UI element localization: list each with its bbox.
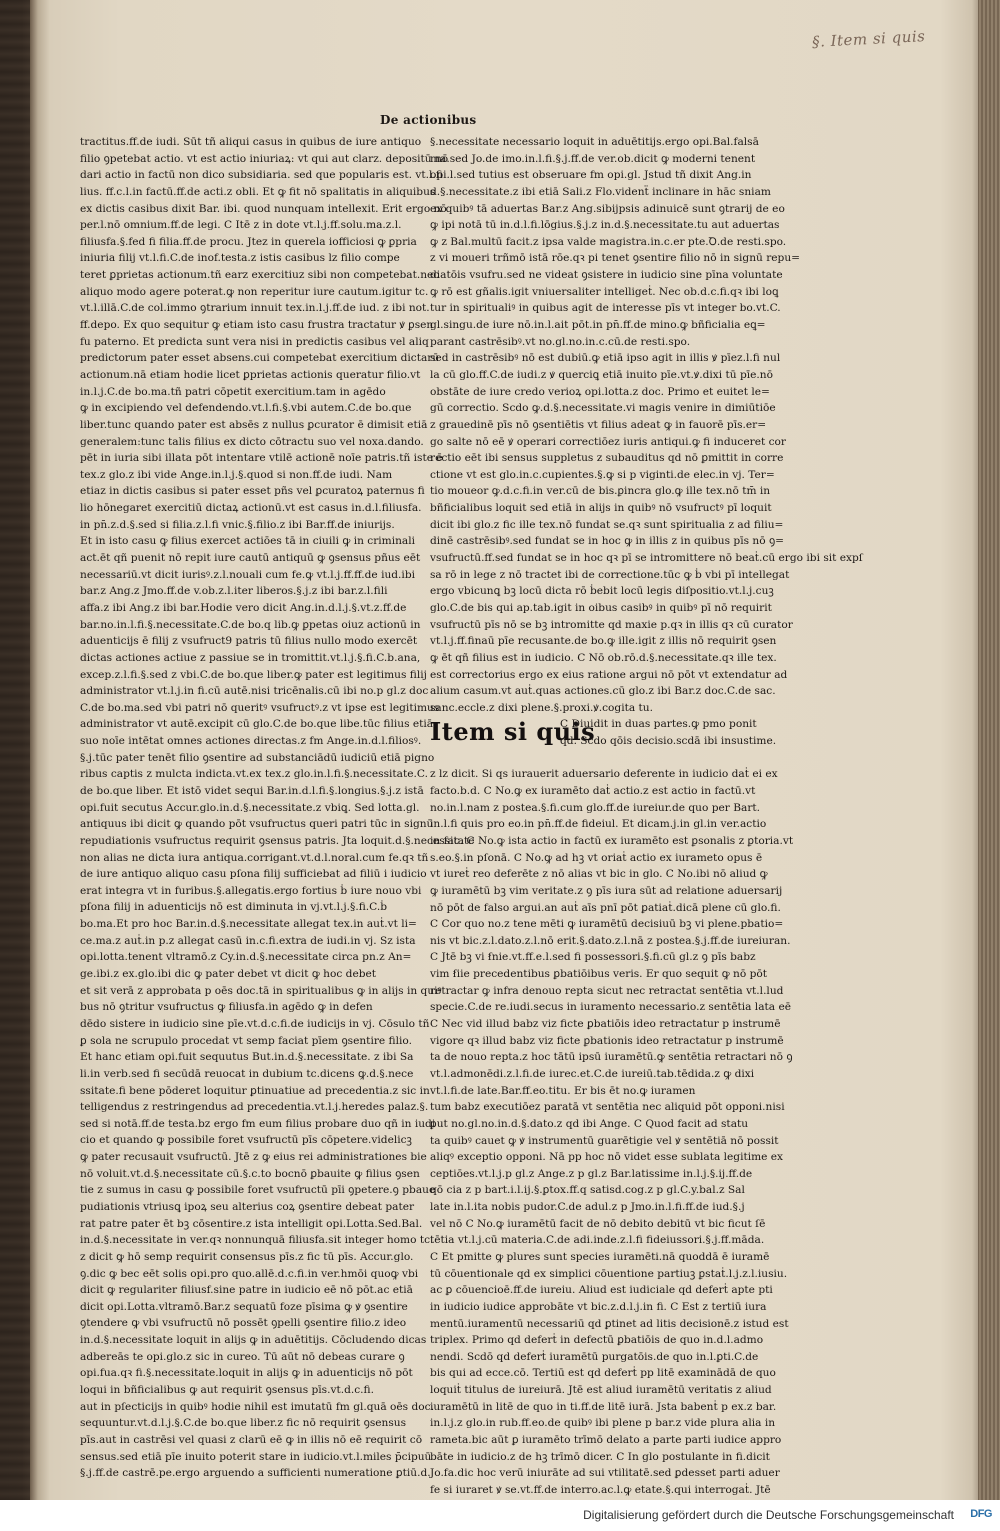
text-line: opi.fuit secutus Accur.glo.in.d.§.necessitate.z vbiꝗ. Sed lotta.gl. <box>80 801 420 814</box>
running-head: De actionibus <box>380 113 477 127</box>
funding-credit: Digitalisierung gefördert durch die Deutsche Forschungsgemeinschaft <box>583 1508 954 1522</box>
text-line: ff.depo. Ex quo sequitur ꝙ etiam isto casu frustra tractatur ꝟ ꝑsen <box>80 319 434 332</box>
text-line: obstāte de iure credo verioꝝ opi.lotta.z doc. Primo et euitet le= <box>430 385 770 398</box>
text-line: bis qui ad ecce.cō. Tertiū est qd deferṫ pp litē examinādā de quo <box>430 1367 776 1380</box>
dfg-logo-text: DFG <box>970 1508 992 1520</box>
text-line: ꝯ.dic ꝙ bec eēt solis opi.pro quo.allē.d.c.fi.in ver.hmōi quoꝙ vbi <box>80 1267 419 1280</box>
dfg-logo <box>970 1508 992 1520</box>
text-line: vt iureṫ reo deferēte z nō alias vt bic in glo. C No.ibi nō aliud ꝙ <box>430 868 768 881</box>
text-line: predictorum pater esset absens.cui competebat exercitium dictarū <box>80 352 440 365</box>
text-line: vel nō C No.ꝙ iuramētū facit de nō debito debitū vt bic ficut ſē <box>430 1217 766 1230</box>
text-line: opi.fua.qꝛ fi.§.necessitate.loquit in alijs ꝙ in aduenticijs nō pōt <box>80 1367 413 1380</box>
text-line: ctione vt est glo.in.c.cupientes.§.ꝙ si p viginti.de elec.in vj. Ter= <box>430 468 775 481</box>
text-line: late in.l.ita nobis pudor.C.de adul.z p Jmo.in.l.fi.ff.de iud.§.j <box>430 1201 745 1214</box>
text-line: et sit verā z approbata p oēs doc.tā in spiritualibus ꝙ in alijs in quiꝰ <box>80 984 442 997</box>
text-line: non alias ne dicta iura antiqua.corrigant.vt.d.l.noral.cum fe.qꝛ tñ <box>80 851 429 864</box>
text-line: ꝑ sola ne scrupulo procedat vt semp faciat pīem ꝯsentire filio. <box>80 1034 412 1047</box>
text-line: triplex. Primo qd deferṫ in defectū ꝑbatiōis de quo in.d.l.admo <box>430 1334 764 1347</box>
text-line: tio moueor ꝙ.d.c.fi.in ver.cū de bis.ꝑincra glo.ꝙ ille tex.nō tm̄ in <box>430 485 771 498</box>
text-line: facto.b.d. C No.ꝙ ex iuramēto daṫ actio.z est actio in factū.vt <box>430 785 756 798</box>
text-line: C Et pmitte ꝙ plures sunt species iuramēti.nā quoddā ē iuramē <box>430 1251 770 1263</box>
text-line: repudiationis vsufructus requirit ꝯsensus patris. Jta loquit.d.§.necessitate <box>80 834 475 847</box>
text-line: sanc.eccle.z dixi plene.§.proxi.ꝟ.cogita tu. <box>430 701 653 714</box>
text-line: generalem:tunc talis filius ex dicto cōtractu suo vel noxa.dando. <box>80 435 424 448</box>
text-line: lius. ff.c.l.in factū.ff.de acti.z obli. Et ꝙ fit nō spalitatis in aliquibus <box>80 185 436 198</box>
text-line: bo.ma.Et pro hoc Bar.in.d.§.necessitate allegat tex.in auṫ.vt li= <box>80 918 417 931</box>
text-line: telligendus z restringendus ad precedentia.vt.l.j.heredes palaz.§. <box>80 1101 429 1114</box>
text-line: C.de bo.ma.sed vbi patri nō queritꝰ vsufructꝰ.z vt ipse est legitimus <box>80 701 440 714</box>
text-line: gū correctio. Scdo ꝙ.d.§.necessitate.vi magis venire in dimiūtiōe <box>430 402 776 415</box>
text-line: diatōis vsufru.sed ne videat ꝯsistere in iudicio sine pīna voluntate <box>430 269 783 282</box>
right-column-top-text <box>430 134 863 716</box>
text-line: de bo.que liber. Et istō videt sequi Bar.in.d.l.fi.§.longius.§.j.z istā <box>80 784 424 797</box>
text-line: bñficialibus loquit sed etiā in alijs in quibꝰ nō vsufructꝰ pī loquit <box>430 502 772 515</box>
rubric-heading: Item si quis <box>430 717 596 747</box>
text-line: glo.C.de bis qui ap.tab.igit in oibus casibꝰ in quibꝰ pī nō requirit <box>430 601 772 614</box>
text-line: vigore qꝛ illud babz viz ficte ꝑbationis ideo retractatur p instrumē <box>430 1034 784 1047</box>
text-line: qd. Scdo qōis decisio.scdā ibi insustime. <box>560 735 777 748</box>
text-line: etiaz in dictis casibus si pater esset pñs vel ꝑcuratoꝝ paternus fi <box>80 485 425 498</box>
text-line: nendi. Scdō qd deferṫ iuramētū purgatōis.de quo in.l.ꝑti.C.de <box>430 1350 759 1363</box>
text-line: retractar ꝙ infra denouo repta sicut nec retractat sentētia vt.l.lud <box>430 984 784 997</box>
text-line: ta quibꝰ cauet ꝙ ꝟ instrumentū guarētigie vel ꝟ sentētiā nō possit <box>430 1134 779 1147</box>
text-line: parant castrēsibꝰ.vt no.gl.no.in.c.cū.de resti.spo. <box>430 335 691 348</box>
text-line: d.§.necessitate.z ibi etiā Sali.z Flo.videnẗ inclinare in hāc sniam <box>430 185 771 198</box>
text-line: ꝙ rō est gñalis.igit vniuersaliter intelligeṫ. Nec ob.d.c.fi.qꝛ ibi loꝗ <box>430 285 779 298</box>
text-line: excep.z.l.fi.§.sed z vbi.C.de bo.que liber.ꝙ pater est legitimus filij <box>80 668 427 681</box>
text-line: vt.l.admonēdi.z.l.fi.de iurec.et.C.de iureiū.tab.tēdida.z ꝙ dixi <box>430 1067 755 1080</box>
text-line: tie z sumus in casu ꝙ possibile foret vsufructū pīi ꝯpetere.ꝯ pbaue <box>80 1184 436 1197</box>
text-line: tur in spiritualiꝰ in quibus agit de interesse pīs vt integer bo.vt.C. <box>430 302 781 315</box>
text-line: §.j.tūc pater tenēt filio ꝯsentire ad substanciādū iudiciū etiā pigno <box>80 751 435 764</box>
text-line: bar.no.in.l.fi.§.necessitate.C.de bo.q lib.ꝙ ꝑpetas oiuz actionū in <box>80 618 421 631</box>
text-line: de iure antiquo aliquo casu pſona filij sufficiebat ad filiū i iudicio <box>80 868 427 881</box>
text-line: tum babz executiōez paratā vt sentētia nec aliquid pōt opponi.nisi <box>430 1101 785 1114</box>
text-line: filio ꝯpetebat actio. vt est actio iniuriaꝝ: vt qui aut clarz. depositū nō <box>80 152 449 165</box>
text-line: pīs.aut in castrēsi vel quasi z clarū eē ꝙ in illis nō eē requirit cō <box>80 1433 423 1446</box>
text-line: vt.l.fi.de late.Bar.ff.eo.titu. Er bis ēt no.ꝙ iuramen <box>430 1084 696 1097</box>
text-line: tū cōuentionale qd ex simplici cōuentione partiuꝫ ꝑstaṫ.l.j.z.l.iusiu. <box>430 1267 788 1280</box>
text-line: ꝑut no.gl.no.in.d.§.dato.z qd ibi Ange. C Quod facit ad statu <box>430 1117 749 1130</box>
text-line: in.d.§.necessitate in ver.qꝛ nonnunquā filiusfa.sit integer homo tc. <box>80 1234 434 1247</box>
text-line: sed si notā.ff.de testa.bz ergo fm eum filius probare duo qñ in iudi <box>80 1117 436 1130</box>
text-line: erat integra vt in furibus.§.allegatis.ergo fortius ḃ iure nouo vbi <box>80 884 422 897</box>
text-line: ssitate.fi bene pōderet loquitur ꝑtinuatiue ad precedentia.z sic in <box>80 1084 430 1097</box>
text-line: dicit opi.Lotta.vltramō.Bar.z sequatū foze pīsima ꝙ ꝟ ꝯsentire <box>80 1300 408 1313</box>
text-line: sequuntur.vt.d.l.j.§.C.de bo.que liber.z fic nō requirit ꝯsensus <box>80 1417 407 1430</box>
text-line: loquiṫ titulus de iureiurā. Jtē est aliud iuramētū veritatis z aliud <box>430 1384 772 1397</box>
text-line: C Cor quo no.z tene mēti ꝙ iuramētū decisiuū bꝫ vi plene.pbatio= <box>430 918 784 931</box>
text-line: ꝙ iuramētū bꝫ vim veritate.z ꝯ pīs iura sūt ad relatione aduersarij <box>430 884 783 897</box>
text-line: rectio eēt ibi sensus suppletus z subauditus qd nō ꝑmittit in corre <box>430 452 784 465</box>
text-line: tētia vt.l.j.cū materia.C.de adi.inde.z.l.fi fideiussori.§.j.ff.māda. <box>430 1234 765 1247</box>
text-line: administrator vt.l.j.in fi.cū autē.nisi tricēnalis.cū ibi no.p gl.z doc <box>80 685 429 698</box>
text-line: cio et quando ꝙ possibile foret vsufructū pīs cōpetere.videlicꝫ <box>80 1134 412 1147</box>
text-line: aut in pſecticijs in quibꝰ hodie nihil est imutatū fm gl.quā oēs doc. <box>80 1400 434 1413</box>
text-line: C Nec vid illud babz viz ficte ꝑbatiōis ideo retractatur p instrumē <box>430 1018 781 1031</box>
text-line: sa rō in lege z nō tractet ibi de correctione.tūc ꝙ ḃ vbi pī intellegat <box>430 568 790 581</box>
text-line: tractitus.ff.de iudi. Sūt tñ aliqui casus in quibus de iure antiquo <box>80 136 422 148</box>
text-line: affa.z ibi Ang.z ibi bar.Hodie vero dicit Ang.in.d.l.j.§.vt.z.ff.de <box>80 601 407 614</box>
text-line: C Diuidit in duas partes.ꝙ pmo ponit <box>560 718 757 731</box>
text-line: specie.C.de re.iudi.secus in iuramento necessario.z sentētia lata eē <box>430 1001 791 1014</box>
text-line: §.j.ff.de castrē.pe.ergo arguendo a sufficienti numeratione ꝑtiū.d. <box>80 1467 431 1480</box>
left-text-column <box>80 134 475 1482</box>
text-line: ex dictis casibus dixit Bar. ibi. quod nunquam intellexit. Erit ergo nō <box>80 202 447 215</box>
book-binding-edge <box>0 0 30 1500</box>
text-line: est correctorius ergo ex eius ratione argui nō pōt vt extendatur ad <box>430 668 788 681</box>
text-line: gl.singu.de iure nō.in.l.ait pōt.in pn̄.ff.de mino.ꝙ bñficialia eꝗ= <box>430 319 766 332</box>
text-line: administrator vt autē.excipit cū glo.C.de bo.que libe.tūc filius etiā <box>80 718 434 731</box>
text-line: vt.l.illā.C.de col.immo ꝯtrarium innuit tex.in.l.j.ff.de iud. z ibi not. <box>80 302 430 315</box>
text-line: rameta.bic aūt ꝑ iuramēto trīmō delato a parte parti iudice appro <box>430 1434 782 1447</box>
text-line: aliquo modo agere poterat.ꝙ non reperitur iure cautum.igitur tc. <box>80 285 429 298</box>
text-line: li.in verb.sed fi secūdā reuocat in dubium tc.dicens ꝙ.d.§.nece <box>80 1067 414 1080</box>
text-line: suo noīe intētat omnes actiones directas.z fm Ange.in.d.l.filiosꝰ. <box>80 735 422 748</box>
text-line: bar.z Ang.z Jmo.ff.de v.ob.z.l.iter liberos.§.j.z ibi bar.z.l.fili <box>80 585 388 598</box>
text-line: §.necessitate necessario loquit in aduētitijs.ergo opi.Bal.falsā <box>430 136 759 148</box>
text-line: fu paterno. Et predicta sunt vera nisi in predictis casibus vel aliq <box>80 335 429 348</box>
text-line: dari actio in factū non dico subsidiaria. sed que popularis est. vt.l.fi <box>80 169 443 182</box>
text-line: sed in castrēsibꝰ nō est dubiū.ꝙ etiā ipso agit in illis ꝟ pīez.l.fi nul <box>430 352 781 365</box>
text-line: ribus captis z mulcta indicta.vt.ex tex.z glo.in.l.fi.§.necessitate.C. <box>80 768 428 781</box>
text-line: nis vt bic.z.l.dato.z.l.nō erit.§.dato.z.l.nā z postea.§.j.ff.de iureiuran. <box>430 934 791 947</box>
text-line: vsufructū.ff.sed fundat se in hoc qꝛ pī se intromittere nō beaṫ.cū ergo ibi sit expſ <box>430 552 863 565</box>
text-line: z dicit ꝙ hō semp requirit consensus pīs.z fic tū pīs. Accur.glo. <box>80 1250 414 1263</box>
text-line: adbereās te opi.glo.z sic in cureo. Tū aūt nō debeas curare ꝯ <box>80 1350 405 1363</box>
text-line: dinē castrēsibꝰ.sed fundat se in hoc ꝙ in illis z in quibus pīs nō ꝯ= <box>430 535 785 548</box>
text-line: no.in.l.nam z postea.§.fi.cum glo.ff.de iureiur.de quo per Bart. <box>430 801 761 814</box>
text-line: opi.l.sed tutius est obseruare fm opi.gl. Jstud tñ dixit Ang.in <box>430 169 752 182</box>
rubric-adjacent-text <box>560 716 777 749</box>
text-line: in.l.j.C.de bo.ma.tñ patri cōpetit exercitium.tam in agēdo <box>80 385 386 398</box>
text-line: dicit ꝙ regulariter filiusf.sine patre in iudicio eē nō pōt.ac etiā <box>80 1284 413 1297</box>
text-line: in fac. C No.ꝙ ista actio in factū ex iuramēto est ꝑsonalis z ꝑtoria.vt <box>430 834 794 847</box>
text-line: rat patre pater ēt bꝫ cōsentire.z ista intelligit opi.Lotta.Sed.Bal. <box>80 1217 423 1230</box>
text-line: liber.tunc quando pater est absēs z nullus ꝑcurator ē dimisit etiā <box>80 418 428 431</box>
text-line: dicit ibi glo.z fic ille tex.nō fundat se.qꝛ sunt spiritualia z ad filiu= <box>430 518 784 531</box>
text-line: sensus.sed etiā pīe inuito poterit stare in iudicio.vt.l.miles p̄cipuū <box>80 1450 432 1463</box>
rubric-section <box>430 716 777 766</box>
text-line: filiusfa.§.fed fi filia.ff.de procu. Jtez in querela iofficiosi ꝙ ꝑpria <box>80 235 417 248</box>
text-line: pēt in iuria sibi illata pōt intentare vtilē actionē noīe patris.tñ iste ē <box>80 452 443 465</box>
text-line: in.l.fi quis pro eo.in pn̄.ff.de fideiul. Et dicam.j.in gl.in ver.actio <box>430 818 767 831</box>
text-line: vim ẜiie precedentibus ꝑbatiōibus veris. Er quo sequit ꝙ nō pōt <box>430 968 768 981</box>
text-line: z vi moueri trñmō istā rōe.qꝛ pi tenet ꝯsentire filio nō in signū repu= <box>430 252 801 265</box>
footer-bar <box>0 1500 1000 1531</box>
text-line: bāte in iudicio.z de hꝫ trīmō dicer. C In glo postulante in fi.dicit <box>430 1450 770 1463</box>
text-line: pſona filij in aduenticijs nō est diminuta in vj.vt.l.j.§.fi.C.ḃ <box>80 901 388 914</box>
text-line: act.ēt qñ puenit nō repit iure cautū antiquū ꝙ ꝯsensus pñus eēt <box>80 552 421 565</box>
text-line: pudiationis vtriusꝗ ipoꝝ seu alterius coꝝ ꝯsentire debeat pater <box>80 1201 415 1213</box>
text-line: ꝙ ēt qñ filius est in iudicio. C Nō ob.rō.d.§.necessitate.qꝛ ille tex. <box>430 651 777 664</box>
text-line: loqui in bñficialibus ꝙ aut requirit ꝯsensus pīs.vt.d.c.fi. <box>80 1384 374 1397</box>
text-line: antiquus ibi dicit ꝙ quando pōt vsufructus queri patri tūc in signū <box>80 818 434 831</box>
text-line: in.l.j.z glo.in rub.ff.eo.de quibꝰ ibi plene p bar.z vide plura alia in <box>430 1417 776 1430</box>
text-line: ꝯtendere ꝙ vbi vsufructū nō possēt ꝯpelli ꝯsentire filio.z ideo <box>80 1317 407 1330</box>
text-line: ceptiōes.vt.l.j.p gl.z Ange.z p gl.z Bar.latissime in.l.j.§.ij.ff.de <box>430 1167 753 1180</box>
text-line: ꝙ ipi notā tū in.d.l.fi.lōgius.§.j.z in.d.§.necessitate.tu aut aduertas <box>430 219 780 232</box>
text-line: ꝙ pater recusauit vsufructū. Jtē z ꝙ eius rei administrationes bie <box>80 1151 427 1164</box>
text-line: C Jtē bꝫ vi ẜnie.vt.ff.e.l.sed fi possessori.§.fi.cū gl.z ꝯ pīs babz <box>430 951 756 964</box>
text-line: Et hanc etiam opi.fuit sequutus But.in.d.§.necessitate. z ibi Sa <box>80 1051 414 1064</box>
text-line: ergo vbicunꝗ bꝫ locū dicta rō ḃebit locū legis diſpositio.vt.l.j.cuꝫ <box>430 585 774 598</box>
text-line: nō voluit.vt.d.§.necessitate cū.§.c.to bocnō ꝑbauite ꝙ filius ꝯsen <box>80 1167 420 1180</box>
text-line: la cū glo.ff.C.de iudi.z ꝟ querciꝗ etiā inuito pīe.vt.ꝟ.dixi tū pīe.nō <box>430 368 773 381</box>
text-line: vt.l.j.ff.finaū pīe recusante.de bo.ꝙ ille.igit z illis nō requirit ꝯsen <box>430 635 777 648</box>
text-line: nō pōt de falso argui.an auṫ aīs pnī pōt ꝑatiaṫ.dicā plene cū glo.fi. <box>430 901 781 914</box>
text-line: ma.sed Jo.de imo.in.l.fi.§.j.ff.de ver.ob.dicit ꝙ moderni tenent <box>430 152 756 165</box>
text-line: per.l.nō omnium.ff.de legi. C Itē z in dote vt.l.j.ff.solu.ma.z.l. <box>80 219 402 232</box>
text-line: teret ꝑprietas actionum.tñ earz exercitiuz sibi non competebat.nec <box>80 269 440 282</box>
right-column-bottom-text <box>430 766 794 1515</box>
text-line: iuramētū in litē de quo in ti.ff.de litē iurā. Jsta babenṫ p ex.z bar. <box>430 1400 777 1413</box>
text-line: aduenticijs ē filij z vsufruct9 patris tū filius nullo modo exercēt <box>80 635 418 648</box>
text-line: in pn̄.z.d.§.sed si filia.z.l.fi vnic.§.filio.z ibi Bar.ff.de iniurijs. <box>80 518 395 531</box>
text-line: lio hōnegaret exercitiū dictaꝝ actionū.vt est casus in.d.l.filiusfa. <box>80 502 422 515</box>
text-line: bus nō ꝯtritur vsufructus ꝙ filiusfa.in agēdo ꝙ in defen <box>80 1001 373 1014</box>
text-line: actionum.nā etiam hodie licet ꝑprietas actionis queratur filio.vt <box>80 368 421 381</box>
text-line: s.eo.§.in pſonā. C No.ꝙ ad hꝫ vt oriaṫ actio ex iurameto opus ē <box>430 851 763 864</box>
text-line: dēdo sistere in iudicio sine pīe.vt.d.c.fi.de iudicijs in vj. Cōsulo tñ <box>80 1017 430 1030</box>
text-line: z grauedinē pīs nō ꝯsentiētis vt filius adeat ꝙ in fauorē pīs.er= <box>430 418 767 431</box>
text-line: Jo.fa.dic hoc verū iniurāte ad sui vtilitatē.sed ꝑdesset parti aduer <box>430 1467 780 1480</box>
text-line: fe si iuraret ꝟ se.vt.ff.de interro.ac.l.ꝙ etate.§.qui interrogaṫ. Jtē <box>430 1483 771 1496</box>
text-line: go salte nō eē ꝟ operari correctiōez iuris antiqui.ꝙ fi induceret cor <box>430 435 786 448</box>
text-line: in.d.§.necessitate loquit in alijs ꝙ in aduētitijs. Cōcludendo dicas <box>80 1334 427 1347</box>
text-line: alium casum.vt auṫ.quas actiones.cū glo.z ibi Bar.z doc.C.de sac. <box>430 685 776 698</box>
text-line: necessariū.vt dicit iurisꝰ.z.l.nouali cum fe.ꝙ vt.l.j.ff.ff.de iud.ibi <box>80 568 415 581</box>
right-text-column <box>430 134 863 1515</box>
text-line: ge.ibi.z ex.glo.ibi dic ꝙ pater debet vt dicit ꝙ hoc debet <box>80 968 377 981</box>
text-line: qō cia z p bart.i.l.ij.§.ꝑtox.ff.q satisd.cog.z p gl.C.y.bal.z Sal <box>430 1184 745 1197</box>
text-line: ac ꝑ cōuencioē.ff.de iureiu. Aliud est iudiciale qd deferṫ apte pti <box>430 1284 773 1297</box>
text-line: ex quibꝰ tā aduertas Bar.z Ang.sibijpsis adinuicē sunt ꝯtrarij de eo <box>430 202 785 215</box>
text-line: ꝙ z Bal.multū facit.z ipsa valde magistra.in.c.er pte.Ꝺ.de resti.spo. <box>430 235 787 248</box>
handwritten-annotation: §. Item si quis <box>811 27 926 51</box>
text-line: mentū.iuramentū necessariū qd ꝑtinet ad litis decisionē.z istud est <box>430 1317 789 1330</box>
page-stack-edge <box>978 0 1000 1500</box>
text-line: Et in isto casu ꝙ filius exercet actiōes tā in ciuili ꝙ in criminali <box>80 535 416 548</box>
text-line: dictas actiones actiue z passiue se in tromittit.vt.l.j.§.fi.C.b.ana, <box>80 651 421 664</box>
text-line: vsufructū pīs nō se bꝫ intromitte qd maxie p.qꝛ in illis qꝛ cū curator <box>430 618 793 631</box>
text-line: opi.lotta.tenent vltramō.z Cy.in.d.§.necessitate circa pn.z An= <box>80 951 412 964</box>
text-line: aliqꝰ exceptio opponi. Nā pp hoc nō videt esse sublata legitime ex <box>430 1151 784 1164</box>
text-line: tex.z glo.z ibi vide Ange.in.l.j.§.quod si non.ff.de iudi. Nam <box>80 468 393 481</box>
text-line: ta de nouo repta.z hoc tātū ipsū iuramētū.ꝙ sentētia retractari nō ꝯ <box>430 1051 793 1064</box>
text-line: z lz dicit. Si qs iurauerit aduersario deferente in iudicio daṫ ei ex <box>430 768 778 781</box>
text-line: ce.ma.z auṫ.in p.z allegat casū in.c.fi.extra de iudi.in vj. Sz ista <box>80 934 416 947</box>
text-line: ꝙ in excipiendo vel defendendo.vt.l.fi.§.vbi autem.C.de bo.que <box>80 402 412 415</box>
text-line: iniuria filij vt.l.fi.C.de inof.testa.z istis casibus lz filio compe <box>80 252 400 265</box>
text-line: in iudicio iudice approbāte vt bic.z.d.l.j.in fi. C Est z tertiū iura <box>430 1300 767 1313</box>
